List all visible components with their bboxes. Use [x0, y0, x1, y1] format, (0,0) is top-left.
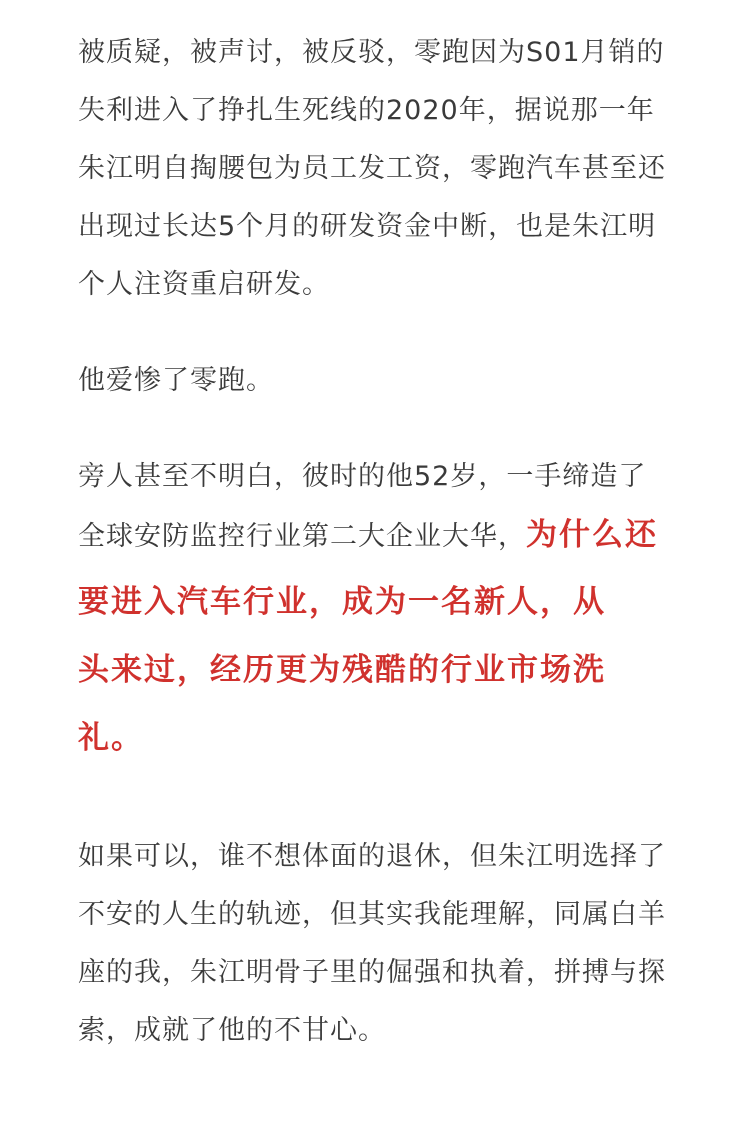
paragraph-3 — [78, 448, 678, 772]
article-body — [78, 24, 678, 1060]
paragraph-line: 如果可以，谁不想体面的退休，但朱江明选择了 — [78, 841, 666, 872]
paragraph-line: 出现过长达5个月的研发资金中断，也是朱江明 — [78, 211, 657, 242]
paragraph-line: 不安的人生的轨迹，但其实我能理解，同属白羊 — [78, 899, 666, 930]
paragraph-line: 旁人甚至不明白，彼时的他52岁，一手缔造了 — [78, 461, 647, 492]
emphasis-line: 礼。 — [78, 720, 144, 756]
paragraph-line: 他爱惨了零跑。 — [78, 365, 274, 396]
paragraph-2 — [78, 352, 678, 410]
paragraph-4 — [78, 828, 678, 1060]
paragraph-1 — [78, 24, 678, 314]
paragraph-line: 朱江明自掏腰包为员工发工资，零跑汽车甚至还 — [78, 153, 666, 184]
emphasis-text: 为什么还 — [526, 517, 658, 553]
paragraph-line: 座的我，朱江明骨子里的倔强和执着，拼搏与探 — [78, 957, 666, 988]
paragraph-line: 失利进入了挣扎生死线的2020年，据说那一年 — [78, 95, 655, 126]
plain-text: 全球安防监控行业第二大企业大华， — [78, 521, 526, 552]
paragraph-line: 被质疑，被声讨，被反驳，零跑因为S01月销的 — [78, 37, 665, 68]
emphasis-line: 头来过，经历更为残酷的行业市场洗 — [78, 652, 606, 688]
emphasis-line: 要进入汽车行业，成为一名新人，从 — [78, 584, 606, 620]
paragraph-line: 个人注资重启研发。 — [78, 269, 330, 300]
paragraph-line: 索，成就了他的不甘心。 — [78, 1015, 386, 1046]
paragraph-line — [78, 506, 678, 568]
